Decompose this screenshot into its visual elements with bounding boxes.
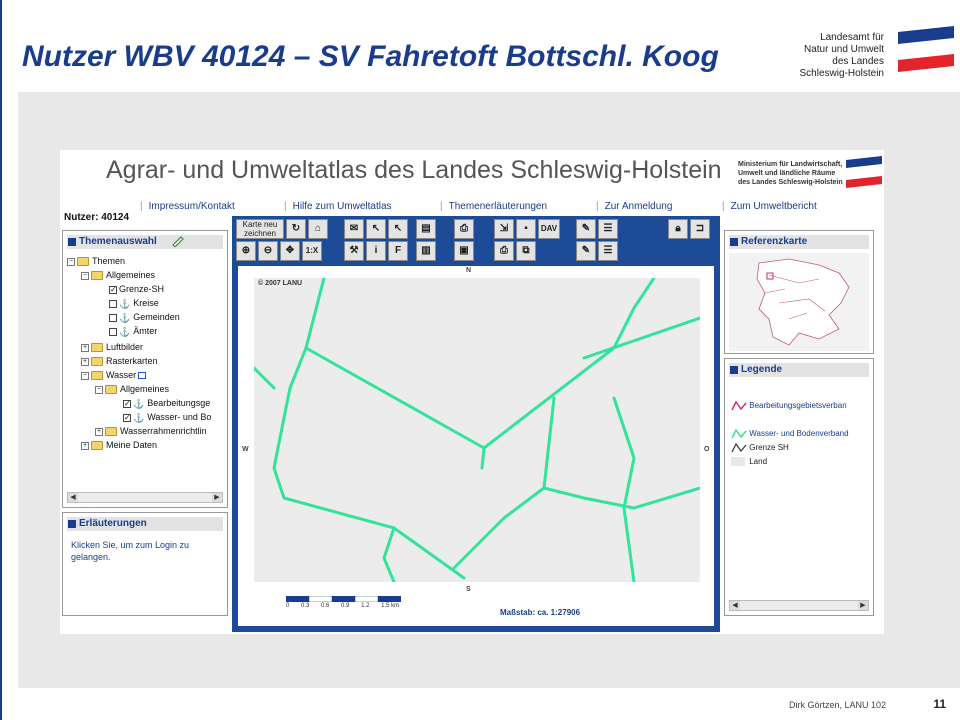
flag-logo-icon	[894, 22, 960, 78]
legend-line-icon	[731, 401, 747, 411]
scale-bar	[286, 596, 426, 602]
folder-open-icon	[105, 385, 117, 394]
checkbox-icon	[109, 300, 117, 308]
nav-anmeldung[interactable]: | Zur Anmeldung	[596, 201, 673, 212]
pan-north-button[interactable]: N	[466, 267, 472, 274]
agency-line: des Landes	[832, 56, 884, 67]
expand-icon: +	[82, 441, 88, 449]
boundary-line	[290, 278, 324, 388]
agency-name	[744, 32, 884, 80]
folder-icon	[105, 427, 117, 436]
legend-image-icon[interactable]: ▣	[454, 241, 474, 261]
draw-minus-icon[interactable]: ✎	[576, 241, 596, 261]
tree-item-wasser-allgemeines[interactable]: − Allgemeines	[96, 384, 170, 394]
tree-item-rasterkarten[interactable]: + Rasterkarten	[82, 356, 158, 366]
nav-umweltbericht[interactable]: | Zum Umweltbericht	[722, 201, 817, 212]
tree-item-wasser[interactable]: − Wasser	[81, 369, 146, 382]
web-app-screenshot	[60, 150, 884, 634]
list-edit-icon[interactable]: ☰	[598, 241, 618, 261]
tree-item-gemeinden[interactable]: ⚓ Gemeinden	[109, 311, 180, 324]
redraw-map-button[interactable]: Karte neu zeichnen	[236, 219, 284, 239]
pan-east-button[interactable]: O	[704, 446, 710, 453]
checkbox-checked-icon: ✓	[124, 412, 131, 422]
scroll-right-icon[interactable]: ▶	[858, 601, 868, 610]
reference-map-panel	[724, 230, 874, 354]
legend-item: Bearbeitungsgebietsverban	[731, 401, 847, 411]
map-toolbar	[232, 216, 720, 264]
ministry-line: des Landes Schleswig-Holstein	[738, 179, 843, 186]
layers-down-icon[interactable]: ▥	[416, 241, 436, 261]
zoom-in-icon[interactable]: ⊕	[236, 241, 256, 261]
boundary-line	[614, 398, 634, 582]
info-layer-icon: ⚓	[133, 398, 145, 409]
info-icon[interactable]: i	[366, 241, 386, 261]
app-navbar	[60, 200, 884, 214]
boundary-line	[544, 488, 634, 508]
folder-icon	[91, 343, 103, 352]
boundary-line	[482, 448, 484, 468]
info-layer-icon: ⚓	[119, 312, 131, 323]
select-n-icon[interactable]: ↖	[366, 219, 386, 239]
collapse-icon: −	[68, 257, 74, 265]
info-layer-icon: ⚓	[133, 412, 145, 423]
legend-item: Grenze SH	[731, 443, 789, 453]
draw-plus-icon[interactable]: ✎	[576, 219, 596, 239]
scroll-left-icon[interactable]: ◀	[68, 493, 78, 502]
folder-open-icon	[91, 271, 103, 280]
map-canvas[interactable]	[254, 278, 700, 582]
user-label: Nutzer: 40124	[64, 212, 130, 223]
scale-tick: 0	[286, 603, 290, 609]
boundary-line	[306, 278, 654, 448]
comment-icon[interactable]: ✉	[344, 219, 364, 239]
folder-icon	[91, 357, 103, 366]
zoom-out-icon[interactable]: ⊖	[258, 241, 278, 261]
hammer-icon[interactable]: ⚒	[344, 241, 364, 261]
scale-tick: 0.6	[321, 603, 330, 609]
tree-item-bearbeitungsgebiete[interactable]: ✓ ⚓ Bearbeitungsge	[124, 398, 211, 409]
scale-bar-labels	[286, 603, 409, 609]
legend-item: Land	[731, 457, 767, 466]
scale-tick: 0.3	[301, 603, 310, 609]
pan-icon[interactable]: ✥	[280, 241, 300, 261]
ministry-line: Umwelt und ländliche Räume	[738, 170, 836, 177]
boundary-line	[634, 488, 700, 508]
scale-tick: 1.2	[361, 603, 370, 609]
layers-icon[interactable]: ▤	[416, 219, 436, 239]
collapse-icon: −	[96, 385, 102, 393]
checkbox-icon	[109, 314, 117, 322]
reference-panel-title: Referenzkarte	[729, 235, 869, 249]
tree-item-allgemeines[interactable]: − Allgemeines	[82, 270, 156, 280]
agency-line: Natur und Umwelt	[803, 44, 884, 55]
legend-line-icon	[731, 443, 747, 453]
checkbox-icon	[109, 328, 117, 336]
legend-item: Wasser- und Bodenverband	[731, 429, 849, 439]
boundary-line	[384, 528, 394, 582]
boundary-line	[454, 398, 554, 568]
slide-title: Nutzer WBV 40124 – SV Fahretoft Bottschl. Koog	[22, 40, 719, 73]
refresh-icon[interactable]: ↻	[286, 219, 306, 239]
ministry-flag-icon	[844, 154, 884, 190]
themes-panel-title: Themenauswahl	[67, 235, 223, 249]
scale-tick: 0.9	[341, 603, 350, 609]
pdf-icon[interactable]: ⇲	[494, 219, 514, 239]
external-window-icon	[138, 372, 146, 379]
scale-tick: 1.5 km	[381, 603, 400, 609]
tree-item-luftbilder[interactable]: + Luftbilder	[82, 342, 144, 352]
tree-item-grenze-sh[interactable]: ✓ Grenze-SH	[110, 284, 165, 294]
reference-map[interactable]	[729, 253, 869, 351]
folder-icon	[91, 441, 103, 450]
boundary-line	[584, 318, 700, 358]
ministry-line: Ministerium für Landwirtschaft,	[738, 161, 843, 168]
tree-item-meine-daten[interactable]: + Meine Daten	[82, 440, 158, 450]
save-icon[interactable]: ▪	[516, 219, 536, 239]
folder-open-icon	[77, 257, 89, 266]
map-copyright: © 2007 LANU	[258, 280, 303, 287]
pan-south-button[interactable]: S	[466, 586, 471, 593]
map-boundaries	[254, 278, 700, 582]
legend-panel	[724, 358, 874, 616]
unlock-icon[interactable]: ⊐	[690, 219, 710, 239]
map-area[interactable]	[238, 266, 714, 626]
collapse-icon: −	[82, 271, 88, 279]
scale-text: Maßstab: ca. 1:27906	[500, 608, 581, 617]
export-icon[interactable]: ⧉	[516, 241, 536, 261]
agency-line: Schleswig-Holstein	[799, 68, 884, 79]
slide-author: Dirk Görtzen, LANU 102	[788, 700, 886, 710]
checkbox-checked-icon: ✓	[110, 284, 117, 294]
info-panel	[62, 512, 228, 616]
tree-item-wasser-bodenverband[interactable]: ✓ ⚓ Wasser- und Bo	[124, 412, 212, 423]
feature-icon[interactable]: F	[388, 241, 408, 261]
list-icon[interactable]: ☰	[598, 219, 618, 239]
nav-themenerlaeuterungen[interactable]: | Themenerläuterungen	[440, 201, 548, 212]
dav-button[interactable]: DAV	[538, 219, 560, 239]
tree-item-themen[interactable]: − Themen	[68, 256, 126, 266]
collapse-icon: −	[82, 371, 88, 379]
tree-item-wasserrahmenrichtlinie[interactable]: + Wasserrahmenrichtlin	[96, 426, 207, 436]
boundary-line	[254, 368, 274, 388]
slide-page-number: 11	[933, 697, 946, 711]
ministry-name	[738, 160, 850, 187]
legend-area-icon	[731, 457, 745, 466]
lock-icon[interactable]: 🔒︎	[668, 219, 688, 239]
legend-panel-title: Legende	[729, 363, 869, 377]
agency-line: Landesamt für	[820, 32, 884, 43]
info-layer-icon: ⚓	[119, 298, 131, 309]
app-header	[60, 150, 884, 196]
legend-horizontal-scrollbar[interactable]	[729, 600, 869, 611]
nav-impressum[interactable]: | Impressum/Kontakt	[140, 201, 235, 212]
edit-pencil-icon[interactable]	[171, 235, 185, 247]
expand-icon: +	[82, 343, 88, 351]
overview-icon[interactable]: ⌂	[308, 219, 328, 239]
print-icon[interactable]: ⎙	[494, 241, 514, 261]
map-frame	[232, 216, 720, 632]
themes-panel	[62, 230, 228, 508]
boundary-line	[274, 388, 464, 578]
app-title: Agrar- und Umweltatlas des Landes Schleswig-Holstein	[106, 156, 722, 184]
expand-icon: +	[82, 357, 88, 365]
scroll-right-icon[interactable]: ▶	[212, 493, 222, 502]
legend-line-icon	[731, 429, 747, 439]
folder-open-icon	[91, 371, 103, 380]
expand-icon: +	[96, 427, 102, 435]
print-preview-icon[interactable]: ⎙	[454, 219, 474, 239]
scroll-left-icon[interactable]: ◀	[730, 601, 740, 610]
login-hint-text[interactable]: Klicken Sie, um zum Login zu gelangen.	[71, 540, 190, 562]
scale-button[interactable]: 1:X	[302, 241, 322, 261]
info-layer-icon: ⚓	[119, 326, 131, 337]
tree-item-kreise[interactable]: ⚓ Kreise	[109, 297, 159, 310]
nav-hilfe[interactable]: | Hilfe zum Umweltatlas	[284, 201, 392, 212]
info-panel-title: Erläuterungen	[67, 517, 223, 531]
tree-item-aemter[interactable]: ⚓ Ämter	[109, 325, 157, 338]
pan-west-button[interactable]: W	[242, 446, 249, 453]
checkbox-checked-icon: ✓	[124, 398, 131, 408]
select-a-icon[interactable]: ↖	[388, 219, 408, 239]
slide-left-rule	[0, 0, 2, 720]
themes-horizontal-scrollbar[interactable]	[67, 492, 223, 503]
